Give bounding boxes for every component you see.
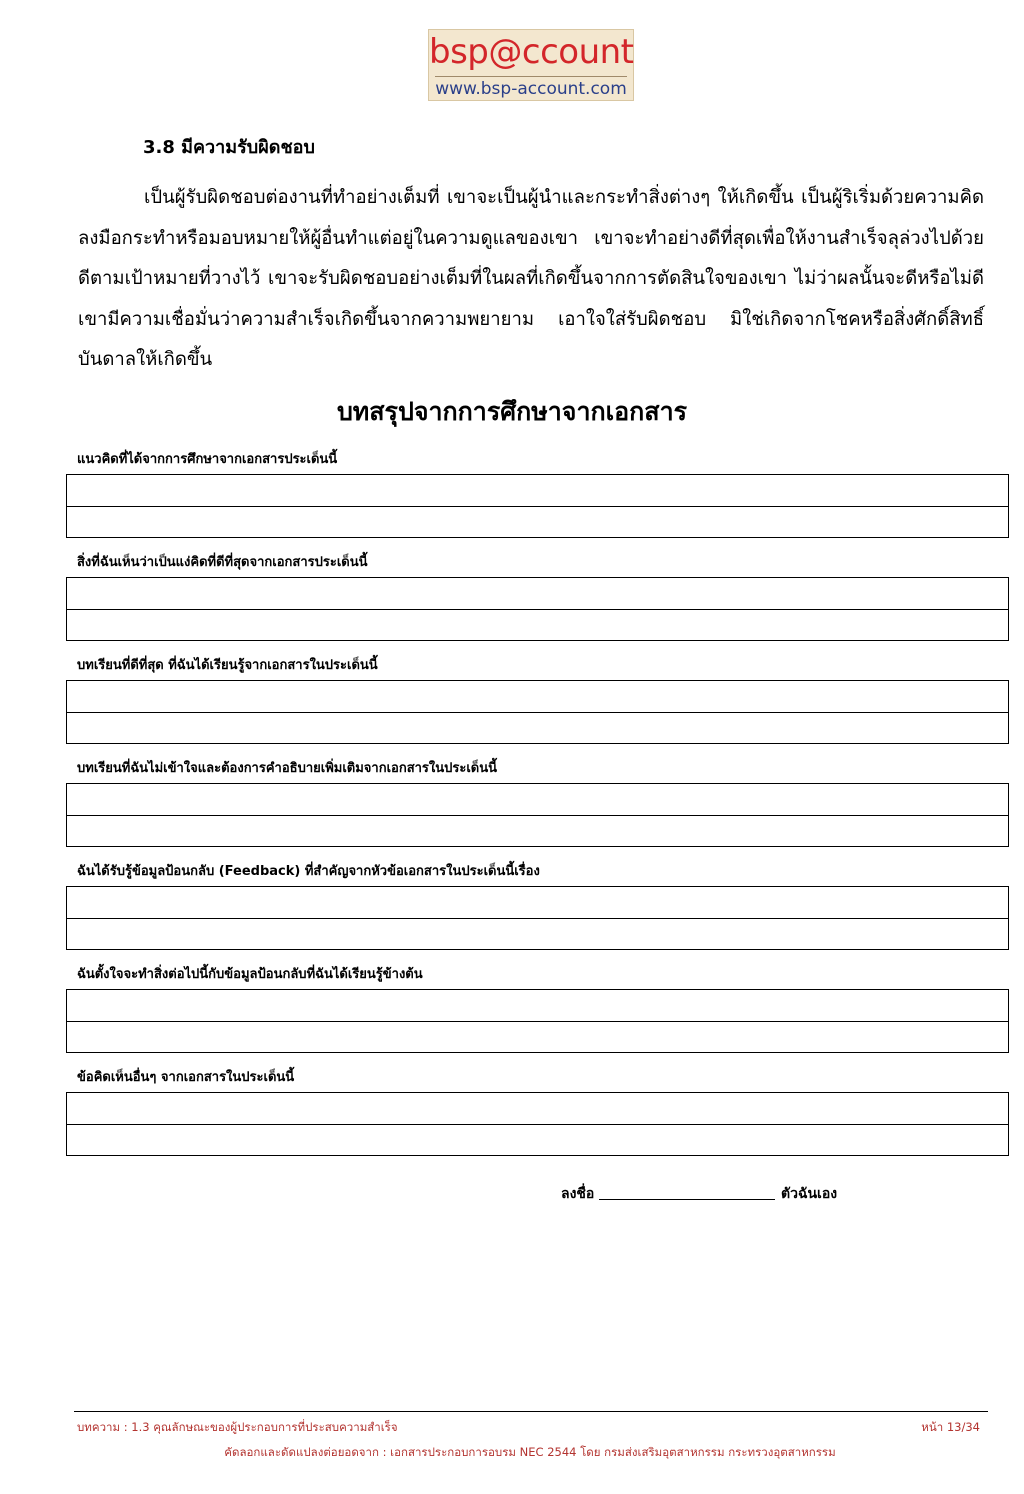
answer-divider bbox=[67, 815, 1008, 816]
question-label: บทเรียนที่ดีที่สุด ที่ฉันได้เรียนรู้จากเอกสารในประเด็นนี้ bbox=[77, 658, 378, 673]
signature-label: ลงชื่อ bbox=[561, 1186, 595, 1202]
question-label: บทเรียนที่ฉันไม่เข้าใจและต้องการคำอธิบายเพิ่มเติมจากเอกสารในประเด็นนี้ bbox=[77, 761, 498, 776]
summary-title: บทสรุปจากการศึกษาจากเอกสาร bbox=[336, 397, 688, 426]
signature-line[interactable] bbox=[599, 1199, 775, 1200]
answer-box[interactable] bbox=[66, 474, 1009, 538]
question-label: ฉันได้รับรู้ข้อมูลป้อนกลับ (Feedback) ที่สำคัญจากหัวข้อเอกสารในประเด็นนี้เรื่อง bbox=[77, 864, 540, 879]
answer-box[interactable] bbox=[66, 1092, 1009, 1156]
answer-box[interactable] bbox=[66, 886, 1009, 950]
answer-box[interactable] bbox=[66, 577, 1009, 641]
question-label: ฉันตั้งใจจะทำสิ่งต่อไปนี้กับข้อมูลป้อนกลับที่ฉันได้เรียนรู้ข้างต้น bbox=[77, 967, 423, 982]
section-paragraph: เป็นผู้รับผิดชอบต่องานที่ทำอย่างเต็มที่ เขาจะเป็นผู้นำและกระทำสิ่งต่างๆ ให้เกิดขึ้น เป็นผู้ริเริ่มด้วยความคิด ลงมือกระทำหรือมอบหมายให้ผู้อื่นทำแต่อยู่ในความดูแลของเขา เขาจะทำอย่างดีที่สุดเพื่อให้งานสำเร็จลุล่วงไปด้วยดีตามเป้าหมายที่วางไว้ เขาจะรับผิดชอบอย่างเต็มที่ในผลที่เกิดขึ้นจากการตัดสินใจของเขา ไม่ว่าผลนั้นจะดีหรือไม่ดี เขามีความเชื่อมั่นว่าความสำเร็จเกิดขึ้นจากความพยายาม เอาใจใส่รับผิดชอบ มิใช่เกิดจากโชคหรือสิ่งศักดิ์สิทธิ์บันดาลให้เกิดขึ้น bbox=[78, 187, 984, 370]
question-label: สิ่งที่ฉันเห็นว่าเป็นแง่คิดที่ดีที่สุดจากเอกสารประเด็นนี้ bbox=[77, 555, 368, 570]
answer-divider bbox=[67, 506, 1008, 507]
footer-divider bbox=[74, 1411, 988, 1412]
footer-page-number: หน้า 13/34 bbox=[921, 1420, 980, 1434]
footer-source: คัดลอกและดัดแปลงต่อยอดจาก : เอกสารประกอบการอบรม NEC 2544 โดย กรมส่งเสริมอุตสาหกรรม กระทรวงอุตสาหกรรม bbox=[224, 1445, 836, 1459]
logo-divider bbox=[435, 76, 627, 77]
answer-divider bbox=[67, 712, 1008, 713]
answer-divider bbox=[67, 1124, 1008, 1125]
answer-divider bbox=[67, 918, 1008, 919]
logo-url: www.bsp-account.com bbox=[435, 79, 627, 99]
question-label: แนวคิดที่ได้จากการศึกษาจากเอกสารประเด็นนี้ bbox=[77, 452, 338, 467]
answer-divider bbox=[67, 1021, 1008, 1022]
answer-box[interactable] bbox=[66, 680, 1009, 744]
answer-divider bbox=[67, 609, 1008, 610]
logo-brand: bsp@ccount bbox=[429, 32, 634, 72]
answer-box[interactable] bbox=[66, 989, 1009, 1053]
question-label: ข้อคิดเห็นอื่นๆ จากเอกสารในประเด็นนี้ bbox=[77, 1070, 295, 1085]
signature-suffix: ตัวฉันเอง bbox=[781, 1186, 838, 1202]
footer-article: บทความ : 1.3 คุณลักษณะของผู้ประกอบการที่ประสบความสำเร็จ bbox=[77, 1420, 398, 1434]
logo bbox=[428, 29, 634, 101]
answer-box[interactable] bbox=[66, 783, 1009, 847]
section-title: 3.8 มีความรับผิดชอบ bbox=[143, 137, 315, 158]
